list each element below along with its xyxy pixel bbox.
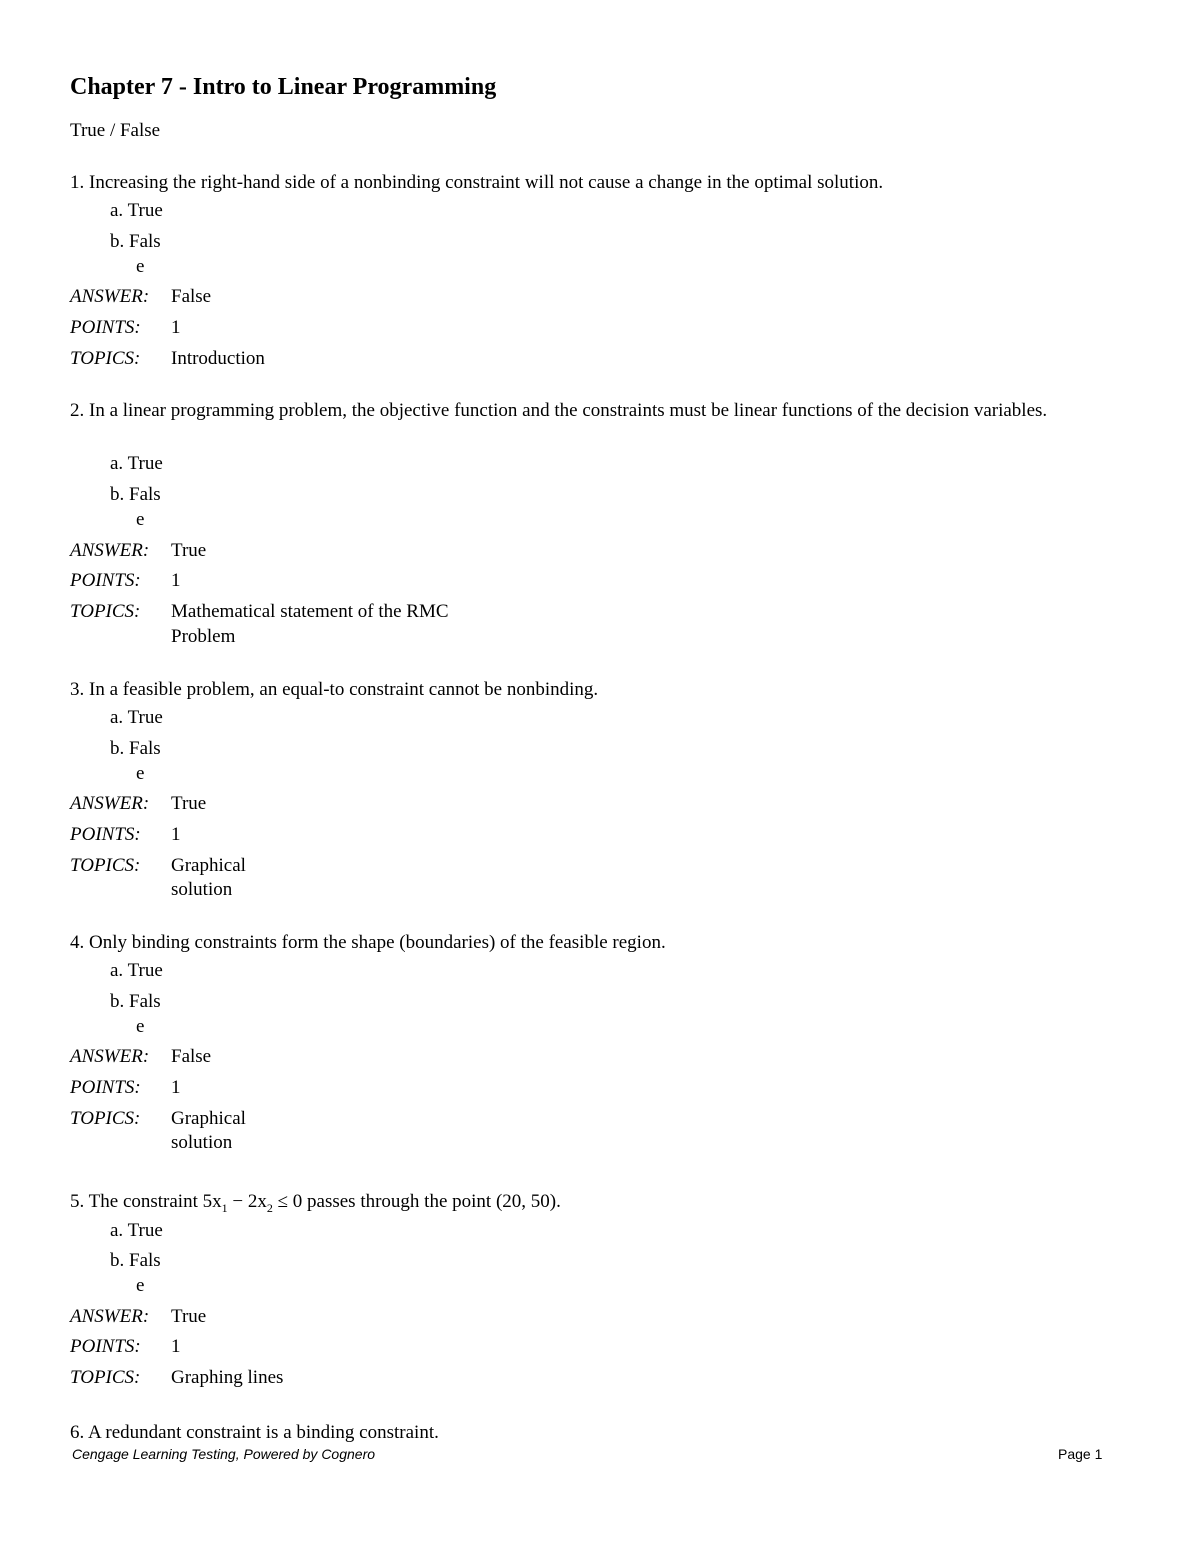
subscript-1: 1	[221, 1200, 228, 1215]
option-a: a. True	[110, 960, 163, 981]
points-value: 1	[171, 317, 181, 338]
answer-value: True	[171, 793, 207, 814]
points-value: 1	[171, 1077, 181, 1098]
topics-label: TOPICS:	[70, 601, 141, 622]
topics-value: Graphing lines	[171, 1367, 284, 1388]
points-label: POINTS:	[70, 1336, 141, 1357]
question-text	[70, 1189, 1120, 1221]
topics-value-line2: solution	[171, 1132, 233, 1153]
option-b: b. Fals	[110, 231, 161, 252]
topics-value-line2: Problem	[171, 626, 236, 647]
option-a: a. True	[110, 707, 163, 728]
subscript-2: 2	[266, 1200, 273, 1215]
footer-publisher: Cengage Learning Testing, Powered by Cognero	[72, 1446, 376, 1462]
question-text: 6. A redundant constraint is a binding constraint.	[70, 1422, 439, 1443]
topics-label: TOPICS:	[70, 1367, 141, 1388]
question-text-prefix: 5. The constraint 5x	[70, 1191, 222, 1212]
answer-label: ANSWER:	[70, 793, 150, 814]
option-a: a. True	[110, 1220, 163, 1241]
answer-label: ANSWER:	[70, 286, 150, 307]
option-b: b. Fals	[110, 484, 161, 505]
question-text-mid: − 2x	[227, 1191, 267, 1212]
answer-value: False	[171, 286, 212, 307]
question-3	[70, 677, 1120, 900]
points-label: POINTS:	[70, 824, 141, 845]
answer-value: True	[171, 540, 207, 561]
option-b-wrap: e	[136, 256, 145, 277]
question-text: 2. In a linear programming problem, the objective function and the constraints must be linear functions of the decision variables.	[70, 400, 1048, 421]
option-b-wrap: e	[136, 509, 145, 530]
question-text: 1. Increasing the right-hand side of a nonbinding constraint will not cause a change in the optimal solution.	[70, 172, 884, 193]
topics-value: Introduction	[171, 348, 265, 369]
option-b-wrap: e	[136, 1016, 145, 1037]
question-2	[70, 398, 1120, 647]
answer-label: ANSWER:	[70, 1046, 150, 1067]
answer-label: ANSWER:	[70, 540, 150, 561]
points-value: 1	[171, 570, 181, 591]
option-b-wrap: e	[136, 1275, 145, 1296]
option-b-wrap: e	[136, 763, 145, 784]
answer-label: ANSWER:	[70, 1306, 150, 1327]
topics-label: TOPICS:	[70, 1108, 141, 1129]
points-value: 1	[171, 1336, 181, 1357]
footer-page-number: Page 1	[1058, 1446, 1103, 1462]
topics-label: TOPICS:	[70, 855, 141, 876]
question-6	[70, 1420, 1120, 1446]
points-label: POINTS:	[70, 570, 141, 591]
question-4	[70, 930, 1120, 1153]
topics-value: Mathematical statement of the RMC	[171, 601, 449, 622]
option-b: b. Fals	[110, 991, 161, 1012]
answer-value: True	[171, 1306, 207, 1327]
question-text: 3. In a feasible problem, an equal-to constraint cannot be nonbinding.	[70, 679, 599, 700]
topics-value: Graphical	[171, 1108, 246, 1129]
question-1	[70, 170, 1120, 369]
points-label: POINTS:	[70, 1077, 141, 1098]
answer-value: False	[171, 1046, 212, 1067]
topics-value-line2: solution	[171, 879, 233, 900]
section-heading: True / False	[70, 120, 161, 141]
topics-label: TOPICS:	[70, 348, 141, 369]
option-b: b. Fals	[110, 1250, 161, 1271]
option-a: a. True	[110, 453, 163, 474]
option-a: a. True	[110, 200, 163, 221]
page-title: Chapter 7 - Intro to Linear Programming	[70, 74, 497, 100]
option-b: b. Fals	[110, 738, 161, 759]
question-text: 4. Only binding constraints form the shape (boundaries) of the feasible region.	[70, 932, 666, 953]
question-5	[70, 1189, 1120, 1388]
points-value: 1	[171, 824, 181, 845]
topics-value: Graphical	[171, 855, 246, 876]
points-label: POINTS:	[70, 317, 141, 338]
question-text-suffix: ≤ 0 passes through the point (20, 50).	[272, 1191, 561, 1212]
